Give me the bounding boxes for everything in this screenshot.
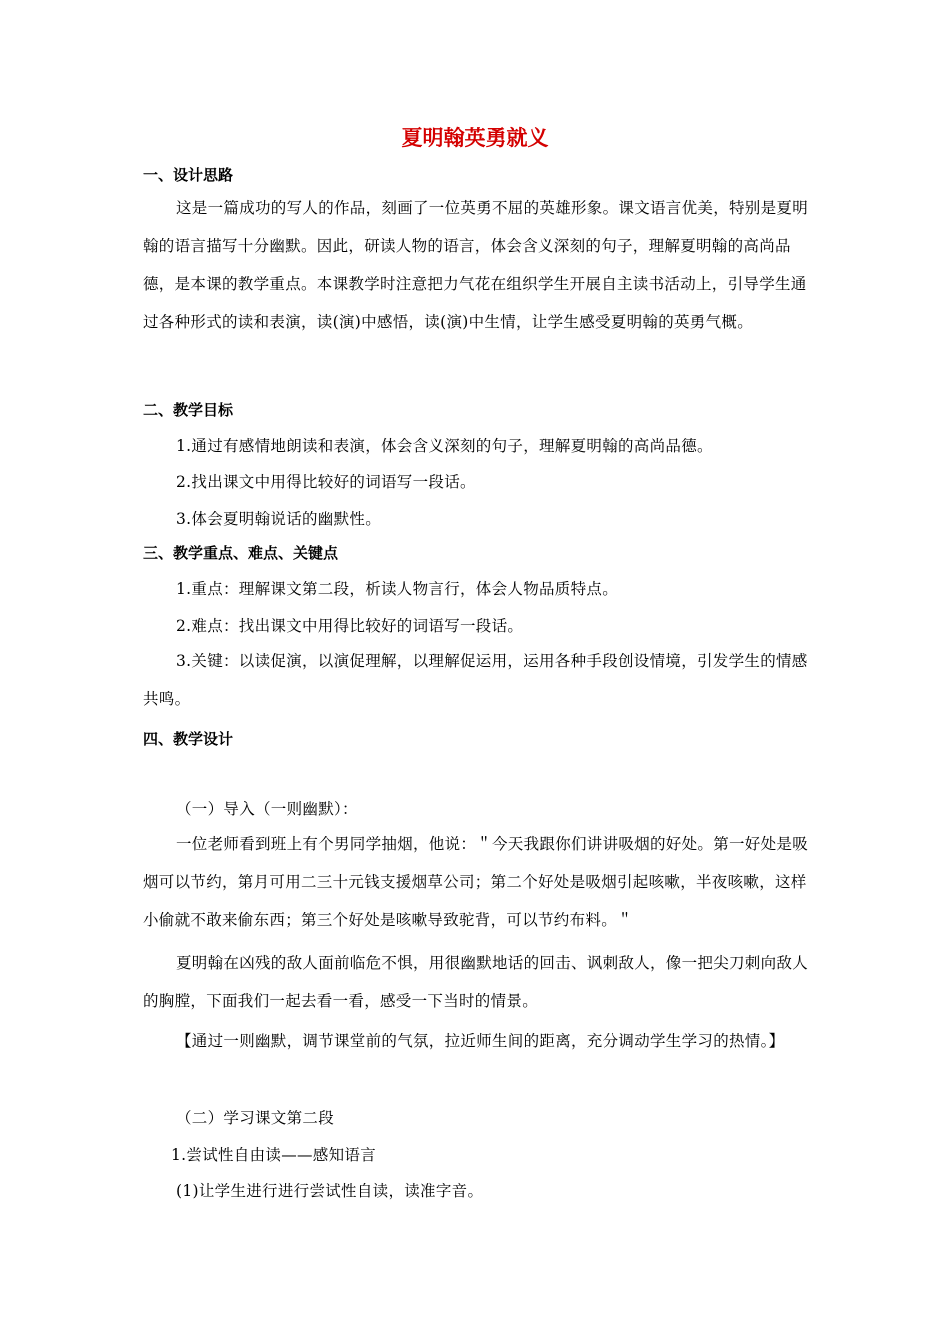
section-heading-teaching-goals: 二、教学目标 bbox=[143, 401, 234, 419]
subsection-second-part-heading: （二）学习课文第二段 bbox=[176, 1109, 335, 1127]
key-point-item-2: 2.难点：找出课文中用得比较好的词语写一段话。 bbox=[176, 617, 524, 635]
step-item-1-sub-1: (1)让学生进行进行尝试性自读，读准字音。 bbox=[176, 1182, 484, 1200]
section-heading-teaching-design: 四、教学设计 bbox=[143, 730, 234, 748]
goal-item-1: 1.通过有感情地朗读和表演，体会含义深刻的句子，理解夏明翰的高尚品德。 bbox=[176, 437, 713, 455]
section-heading-design-idea: 一、设计思路 bbox=[143, 166, 234, 184]
subsection-intro-heading: （一）导入（一则幽默）： bbox=[176, 800, 358, 818]
step-item-1: 1.尝试性自由读——感知语言 bbox=[171, 1146, 376, 1164]
section-heading-key-points: 三、教学重点、难点、关键点 bbox=[143, 544, 339, 562]
intro-transition-paragraph: 夏明翰在凶残的敌人面前临危不惧，用很幽默地话的回击、讽刺敌人，像一把尖刀刺向敌人的胸膛，下面我们一起去看一看，感受一下当时的情景。 bbox=[143, 954, 809, 1010]
document-title: 夏明翰英勇就义 bbox=[401, 126, 549, 150]
key-point-paragraph-3: 3.关键：以读促演，以演促理解，以理解促运用，运用各种手段创设情境，引发学生的情感共鸣。 bbox=[143, 652, 808, 708]
key-point-item-1: 1.重点：理解课文第二段，析读人物言行，体会人物品质特点。 bbox=[176, 580, 618, 598]
intro-joke-paragraph: 一位老师看到班上有个男同学抽烟，他说：＂今天我跟你们讲讲吸烟的好处。第一好处是吸烟可以节约，第月可用二三十元钱支援烟草公司；第二个好处是吸烟引起咳嗽，半夜咳嗽，这样小偷就不敢来偷东西；第三个好处是咳嗽导致驼背，可以节约布料。＂ bbox=[143, 835, 809, 929]
intro-note-paragraph: 【通过一则幽默，调节课堂前的气氛，拉近师生间的距离，充分调动学生学习的热情。】 bbox=[176, 1032, 785, 1050]
goal-item-2: 2.找出课文中用得比较好的词语写一段话。 bbox=[176, 473, 476, 491]
design-idea-paragraph: 这是一篇成功的写人的作品，刻画了一位英勇不屈的英雄形象。课文语言优美，特别是夏明翰的语言描写十分幽默。因此，研读人物的语言，体会含义深刻的句子，理解夏明翰的高尚品德，是本课的教学重点。本课教学时注意把力气花在组织学生开展自主读书活动上，引导学生通过各种形式的读和表演，读(演)中感悟，读(演)中生情，让学生感受夏明翰的英勇气概。 bbox=[143, 199, 809, 331]
goal-item-3: 3.体会夏明翰说话的幽默性。 bbox=[176, 510, 381, 528]
